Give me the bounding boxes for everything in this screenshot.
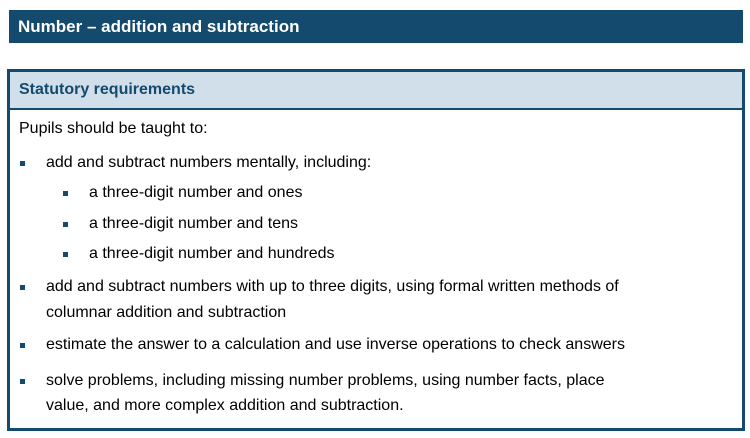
- square-bullet-icon: [20, 379, 25, 384]
- statutory-requirements-box: [7, 69, 745, 431]
- square-bullet-icon: [20, 161, 25, 166]
- list-item-line: add and subtract numbers with up to three digits, using formal written methods of: [46, 278, 619, 295]
- box-header-label: Statutory requirements: [19, 81, 196, 98]
- sub-list-item: a three-digit number and hundreds: [89, 245, 335, 262]
- square-bullet-icon: [20, 285, 25, 290]
- section-title: Number – addition and subtraction: [18, 16, 300, 36]
- section-title-bar: [9, 10, 743, 43]
- square-bullet-icon: [20, 343, 25, 348]
- square-bullet-icon: [63, 252, 68, 257]
- sub-list-item: a three-digit number and ones: [89, 184, 303, 201]
- list-item: add and subtract numbers mentally, including:: [46, 154, 372, 171]
- box-header: [10, 72, 742, 110]
- square-bullet-icon: [63, 222, 68, 227]
- sub-list-item: a three-digit number and tens: [89, 215, 299, 232]
- square-bullet-icon: [63, 191, 68, 196]
- intro-text: Pupils should be taught to:: [19, 120, 208, 137]
- list-item-line: columnar addition and subtraction: [46, 304, 287, 321]
- list-item-line: value, and more complex addition and subtraction.: [46, 397, 404, 414]
- list-item-line: solve problems, including missing number problems, using number facts, place: [46, 372, 605, 389]
- list-item: estimate the answer to a calculation and use inverse operations to check answers: [46, 336, 625, 353]
